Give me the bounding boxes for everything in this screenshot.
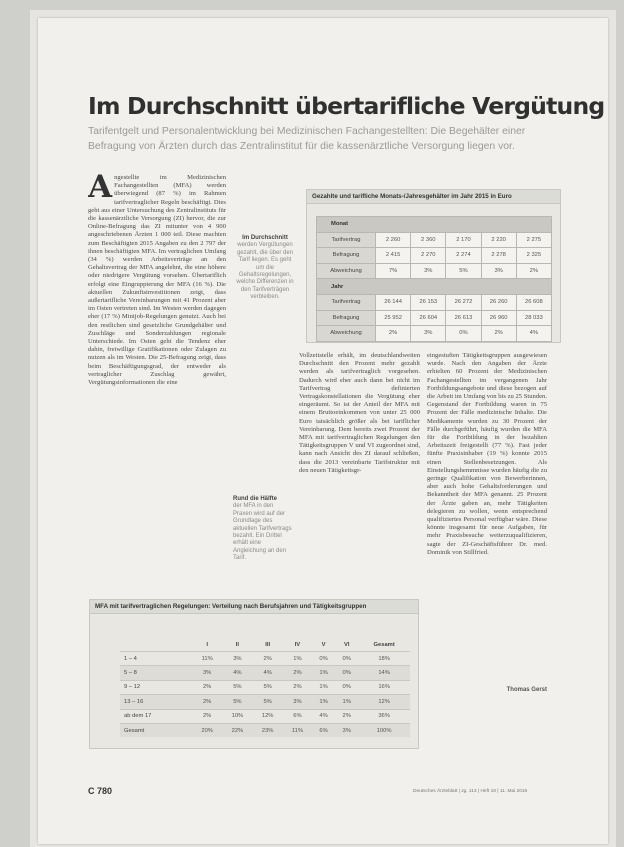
table-cell: 26 144 [376, 294, 411, 310]
table-row [317, 248, 552, 264]
table-cell: 0% [312, 652, 335, 666]
table-cell: 18% [358, 652, 410, 666]
table-cell: 25 952 [376, 310, 411, 326]
column-header: I [206, 641, 208, 648]
article-column-1 [88, 174, 226, 580]
article-subtitle: Tarifentgelt und Personalentwicklung bei Medizinischen Fachangestellten: Die Begehälter einer Befragung von Ärzten durch das Zentralinstitut für die kassenärztliche Versorgung liegen vor. [88, 126, 526, 152]
salary-table-box [306, 189, 561, 343]
table-cell: 5% [222, 695, 252, 709]
table-row [120, 695, 410, 709]
table-cell: 14% [358, 666, 410, 680]
table-cell: 4% [312, 709, 335, 723]
table-cell: 2% [192, 709, 222, 723]
table-row [120, 652, 410, 666]
row-label: Abweichung [317, 263, 376, 279]
table-cell: 0% [335, 652, 358, 666]
row-label: Gesamt [120, 723, 192, 737]
row-label: Tarifvertrag [317, 294, 376, 310]
table-row [120, 723, 410, 737]
table-cell: 26 608 [516, 294, 551, 310]
table-cell: 36% [358, 709, 410, 723]
table-cell: 26 260 [481, 294, 516, 310]
table-cell: 0% [446, 326, 481, 342]
author-signature: Thomas Gerst [506, 687, 547, 693]
row-label: Tarifvertrag [317, 232, 376, 248]
article-column-4: eingestuften Tätigkeitsgruppen ausgewiesen wurde. Nach den Angaben der Ärzte erhielten 60 Prozent der Medizinischen Fachangestellten im vergangenen Jahr Fortbildungsangebote und diese bezogen auf die Arbeit im Umfang von bis zu 25 Stunden. Gegenstand der Fortbildung waren in 75 Prozent der Fälle medizinische Inhalte. Die Medikamente wurden zu 30 Prozent der Fälle durchgeführt, häufig wurden die MFA für die Fortbildung in der bezahlten Arbeitszeit freigestellt (77 %). Fast jeder fünfte Praxisinhaber (19 %) konnte 2015 einen Stellenbesetzungen. Als Einstellungshemmnisse wurden häufig die zu geringe Qualifikation von Bewerberinnen, aber auch hohe Gehaltsforderungen und Bekanntheit der MFA genannt. 25 Prozent der Ärzte gaben an, mehr Tätigkeiten delegieren zu wollen, wenn entsprechend qualifiziertes Personal verfügbar wäre. Diese könnte insgesamt für neue Aufgaben, für mehr Praxisbesuche weiterzuqualifizieren, sagte der ZI-Geschäftsführer Dr. med. Dominik von Stillfried. [427, 352, 547, 556]
table-cell: 16% [358, 680, 410, 694]
table-cell: 26 960 [481, 310, 516, 326]
table-cell: 100% [358, 723, 410, 737]
table-cell: 26 604 [411, 310, 446, 326]
distribution-table [120, 638, 410, 737]
table-cell: 2% [376, 326, 411, 342]
row-label: Befragung [317, 248, 376, 264]
table-row [317, 232, 552, 248]
table-cell: 3% [192, 666, 222, 680]
table-cell: 26 613 [446, 310, 481, 326]
journal-citation: Deutsches Ärzteblatt | Jg. 113 | Heft 18 | 11. Mai 2016 [413, 789, 528, 794]
table-cell: 2% [192, 695, 222, 709]
table-cell: 22% [222, 723, 252, 737]
sidenote-2 [233, 496, 293, 563]
table-row [317, 263, 552, 279]
table-cell: 2% [516, 263, 551, 279]
table-cell: 6% [283, 709, 312, 723]
table-cell: 2% [481, 326, 516, 342]
table-section-row [317, 279, 552, 295]
table-cell: 2 260 [376, 232, 411, 248]
drop-cap: A [88, 174, 113, 205]
table-cell: 2 220 [481, 232, 516, 248]
row-label: 13 – 16 [120, 695, 192, 709]
column-header: Gesamt [373, 641, 395, 648]
table-cell: 3% [411, 326, 446, 342]
table-cell: 2% [335, 709, 358, 723]
table-cell: 5% [253, 695, 283, 709]
table-cell: 2 325 [516, 248, 551, 264]
table-cell: 2 275 [516, 232, 551, 248]
table-cell: 11% [192, 652, 222, 666]
page-number: C 780 [88, 786, 113, 796]
table-cell: 26 153 [411, 294, 446, 310]
table-cell: 4% [516, 326, 551, 342]
table-cell: 3% [411, 263, 446, 279]
column-header: II [235, 641, 240, 648]
table-cell: 5% [446, 263, 481, 279]
table-row [317, 294, 552, 310]
table-cell: 6% [312, 723, 335, 737]
table-cell: 7% [376, 263, 411, 279]
sidenote-1-text: werden Vergütungen gezahlt, die über den Tarif liegen. Es geht um die Gehaltsregelungen, welche Differenzen in den Tarifverträgen verbleiben. [236, 242, 294, 301]
table-cell: 2 274 [446, 248, 481, 264]
table-cell: 2 415 [376, 248, 411, 264]
table-cell: 2% [253, 652, 283, 666]
table-cell: 2 360 [411, 232, 446, 248]
table-cell: 4% [222, 666, 252, 680]
sidenote-2-text: der MFA in den Praxen wird auf der Grundlage des aktuellen Tarifvertrags bezahlt. Ein Drittel erhält eine Angleichung an den Tarif. [233, 503, 292, 562]
table-cell: 26 272 [446, 294, 481, 310]
table-cell: 3% [283, 695, 312, 709]
table-cell: 1% [312, 680, 335, 694]
row-label: Abweichung [317, 326, 376, 342]
column-1-text: ngestellte im Medizinischen Fachangestellten (MFA) werden überwiegend (87 %) im Rahmen tarifvertraglicher Regeln beschäftigt. Dies geht aus einer Untersuchung des Zentralinstituts für die kassenärztliche Versorgung (ZI) hervor, die zur Online-Befragung das ZI mitunter von 4 900 angeschriebenen Ärzten 1 000 teil. Diese machten zum Beschäftigten 2015 Angaben zu den 2 797 der ihnen beschäftigten MFA. Im vertraglichen Umfang (34 %) werden Arbeitsverträge an den Gehaltsvertrag der MFA angelehnt, die eine höhere oder niedrigere Vergütung vorsehen. Übertariflich erfolgt eine Eingruppierung der MFA (16 %). Die aktuellen Zukunftsinvestitionen zeigt, dass außertarifliche Vereinbarungen mit 41 Prozent aber im Osten vertreten sind. Im Westen werden dagegen eher (17 %) Minijob-Regelungen genutzt. Auch bei den restlichen sind gesetzliche Grundgehälter und Zuschläge und Sonderzahlungen regionale Unterschiede. Im Osten geht die Tendenz eher dahin, freiwillige Gratifikationen oder Zulagen zu nutzen als im Westen. Die 25-Befragung zeigt, dass beim Beschäftigungsgrad, der entweder als vertraglicher Zuschlag gewährt, Vergütungsinformationen die eine [88, 174, 226, 387]
table-cell: 0% [335, 666, 358, 680]
salary-table-title: Gezahlte und tarifliche Monats-/Jahresgehälter im Jahr 2015 in Euro [307, 190, 560, 204]
table-section-row [317, 217, 552, 233]
row-label: 5 – 8 [120, 666, 192, 680]
table-cell: 2 270 [411, 248, 446, 264]
table-cell: 1% [283, 652, 312, 666]
column-header: III [265, 641, 271, 648]
row-label: ab dem 17 [120, 709, 192, 723]
distribution-table-box [89, 599, 419, 749]
table-cell: 3% [222, 652, 252, 666]
table-row [317, 326, 552, 342]
table-cell: 23% [253, 723, 283, 737]
column-header: V [321, 641, 326, 648]
table-row [317, 310, 552, 326]
table-cell: 12% [253, 709, 283, 723]
table-cell: 3% [335, 723, 358, 737]
table-cell: 10% [222, 709, 252, 723]
table-section-label: Jahr [317, 279, 552, 295]
table-cell: 2% [283, 680, 312, 694]
table-row [120, 709, 410, 723]
salary-table [316, 216, 552, 342]
table-cell: 2% [283, 666, 312, 680]
sidenote-2-head: Rund die Hälfte [233, 496, 278, 502]
table-cell: 5% [253, 680, 283, 694]
sidenote-1 [235, 235, 295, 302]
row-label: 9 – 12 [120, 680, 192, 694]
table-cell: 11% [283, 723, 312, 737]
table-cell: 28 033 [516, 310, 551, 326]
table-cell: 1% [312, 695, 335, 709]
table-section-label: Monat [317, 217, 552, 233]
table-cell: 2% [192, 680, 222, 694]
column-header: VI [343, 641, 350, 648]
column-header: IV [294, 641, 301, 648]
table-cell: 5% [222, 680, 252, 694]
table-cell: 0% [335, 680, 358, 694]
article-title: Im Durchschnitt übertarifliche Vergütung [88, 92, 605, 120]
table-cell: 2 170 [446, 232, 481, 248]
table-cell: 20% [192, 723, 222, 737]
table-cell: 3% [481, 263, 516, 279]
table-cell: 4% [253, 666, 283, 680]
table-cell: 1% [335, 695, 358, 709]
sidenote-1-head: Im Durchschnitt [242, 235, 288, 241]
row-label: Befragung [317, 310, 376, 326]
table-cell: 12% [358, 695, 410, 709]
row-label: 1 – 4 [120, 652, 192, 666]
table-row [120, 680, 410, 694]
table-cell: 2 278 [481, 248, 516, 264]
column-header [120, 638, 192, 652]
article-column-3: Vollzeitstelle erhält, im deutschlandweiten Durchschnitt den Prozent mehr gezahlt werden als tarifvertraglich vorgesehen. Dadurch wird eher auch dann bei nicht im Tarifvertrag definierten Vertragskonstellationen die Vergütung eher eingeräumt. So ist der Anteil der MFA mit einem Bruttoeinkommen von unter 25 000 Euro tatsächlich größer als bei tariflicher Vereinbarung. Dem bereits zwei Prozent der MFA mit tarifvertraglichen Regelungen den Tätigkeitsgruppen V und VI zugeordnet sind, kann nach Ansicht des ZI darauf schließen, dass die 2013 vereinbarte Tarifstruktur mit den neuen Tätigkeitsgr- [299, 352, 420, 474]
table-row [120, 666, 410, 680]
distribution-table-title: MFA mit tarifvertraglichen Regelungen: Verteilung nach Berufsjahren und Tätigkeitsgruppen [90, 600, 418, 614]
table-cell: 1% [312, 666, 335, 680]
